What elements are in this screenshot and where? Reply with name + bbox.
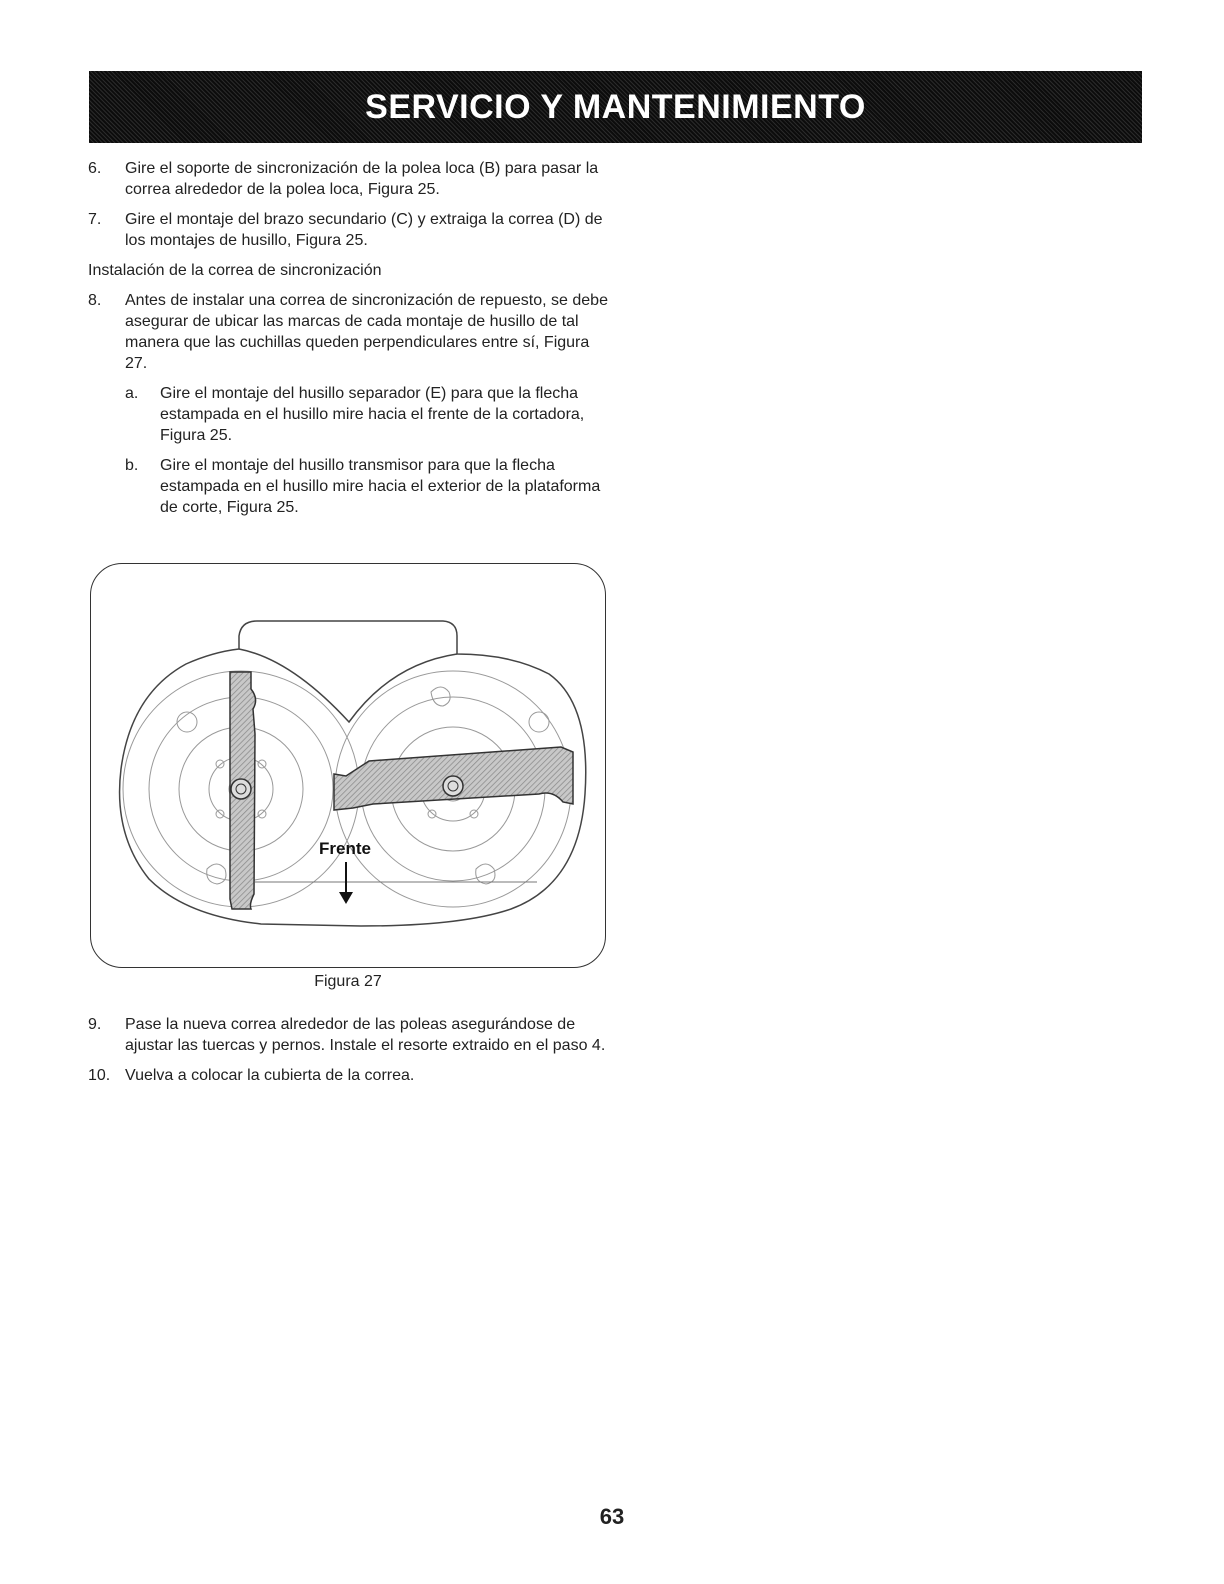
step-9 (88, 1014, 618, 1056)
step-text: Vuelva a colocar la cubierta de la correa. (125, 1067, 415, 1084)
step-7 (88, 209, 608, 251)
instructions-top (88, 158, 608, 527)
substep-text: Gire el montaje del husillo separador (E) para que la flecha estampada en el husillo mire hacia el frente de la cortadora, Figura 25. (160, 385, 585, 444)
deck-illustration (91, 564, 605, 967)
step-number: 8. (88, 292, 102, 309)
step-number: 7. (88, 211, 102, 228)
substep-letter: a. (125, 385, 139, 402)
step-number: 10. (88, 1067, 111, 1084)
step-text: Gire el montaje del brazo secundario (C) y extraiga la correa (D) de los montajes de husillo, Figura 25. (125, 211, 603, 249)
instructions-bottom (88, 1014, 618, 1095)
step-8 (88, 290, 608, 374)
section-heading: Instalación de la correa de sincronización (88, 262, 382, 279)
front-label: Frente (319, 839, 371, 858)
step-6 (88, 158, 608, 200)
down-arrow-icon (339, 892, 353, 904)
step-number: 6. (88, 160, 102, 177)
step-text: Antes de instalar una correa de sincronización de repuesto, se debe asegurar de ubicar las marcas de cada montaje de husillo de tal manera que las cuchillas queden perpendiculares entre sí, Figura 27. (125, 292, 608, 372)
step-10 (88, 1065, 618, 1086)
page-number: 63 (599, 1504, 625, 1529)
left-blade (230, 672, 256, 909)
figure-caption: Figura 27 (314, 973, 382, 990)
step-number: 9. (88, 1016, 102, 1033)
section-title: SERVICIO Y MANTENIMIENTO (365, 87, 866, 126)
step-text: Pase la nueva correa alrededor de las poleas asegurándose de ajustar las tuercas y pernos. Instale el resorte extraido en el paso 4. (125, 1016, 606, 1054)
section-banner (89, 71, 1142, 143)
substep-a (125, 383, 608, 446)
figure-27 (90, 563, 606, 968)
step-text: Gire el soporte de sincronización de la polea loca (B) para pasar la correa alrededor de la polea loca, Figura 25. (125, 160, 599, 198)
substep-text: Gire el montaje del husillo transmisor para que la flecha estampada en el husillo mire hacia el exterior de la plataforma de corte, Figura 25. (160, 457, 601, 516)
substep-b (125, 455, 608, 518)
substep-letter: b. (125, 457, 139, 474)
